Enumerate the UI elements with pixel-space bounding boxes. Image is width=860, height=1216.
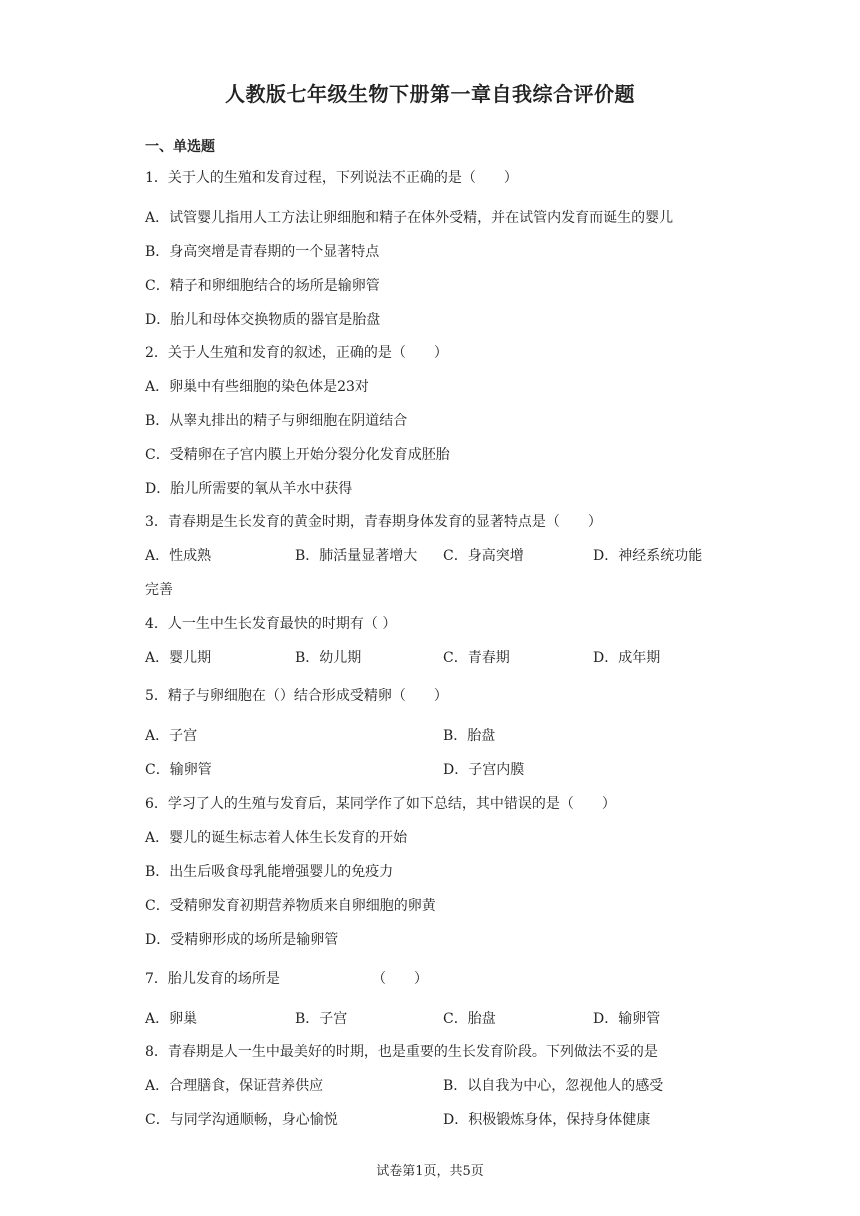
question-6-option-a: A．婴儿的诞生标志着人体生长发育的开始 (145, 830, 408, 846)
question-5-option-c: C．输卵管 (145, 762, 212, 778)
question-2-option-c: C．受精卵在子宫内膜上开始分裂分化发育成胚胎 (145, 447, 450, 463)
question-2-option-b: B．从睾丸排出的精子与卵细胞在阴道结合 (145, 413, 408, 429)
question-5-option-d: D．子宫内膜 (443, 762, 525, 778)
question-7-option-c: C．胎盘 (443, 1011, 496, 1027)
question-8-option-d: D．积极锻炼身体，保持身体健康 (443, 1112, 651, 1128)
question-5-option-a: A．子宫 (145, 728, 198, 744)
question-3-option-a: A．性成熟 (145, 548, 212, 564)
question-7-answer-paren: （ ） (372, 971, 428, 987)
question-3-option-c: C．身高突增 (443, 548, 524, 564)
question-1-stem: 1．关于人的生殖和发育过程，下列说法不正确的是（ ） (145, 170, 518, 186)
question-6-option-b: B．出生后吸食母乳能增强婴儿的免疫力 (145, 864, 394, 880)
page-title: 人教版七年级生物下册第一章自我综合评价题 (225, 82, 635, 106)
question-7-option-d: D．输卵管 (593, 1011, 661, 1027)
question-7-option-b: B．子宫 (295, 1011, 348, 1027)
question-1-option-c: C．精子和卵细胞结合的场所是输卵管 (145, 278, 380, 294)
question-8-option-b: B．以自我为中心，忽视他人的感受 (443, 1078, 664, 1094)
question-3-option-d: D．神经系统功能 (593, 548, 703, 564)
question-1-option-a: A．试管婴儿指用人工方法让卵细胞和精子在体外受精，并在试管内发育而诞生的婴儿 (145, 210, 674, 226)
page-footer: 试卷第1页，共5页 (376, 1164, 484, 1179)
question-5-option-b: B．胎盘 (443, 728, 496, 744)
question-7-stem: 7．胎儿发育的场所是 (145, 971, 280, 987)
question-3-stem: 3．青春期是生长发育的黄金时期，青春期身体发育的显著特点是（ ） (145, 514, 602, 530)
question-1-option-d: D．胎儿和母体交换物质的器官是胎盘 (145, 312, 381, 328)
question-6-stem: 6．学习了人的生殖与发育后，某同学作了如下总结，其中错误的是（ ） (145, 796, 616, 812)
question-3-option-d-continuation: 完善 (145, 582, 173, 598)
question-4-stem: 4．人一生中生长发育最快的时期有（ ） (145, 616, 397, 632)
question-4-option-c: C．青春期 (443, 650, 510, 666)
question-2-option-a: A．卵巢中有些细胞的染色体是23对 (145, 379, 369, 395)
question-4-option-a: A．婴儿期 (145, 650, 212, 666)
question-4-option-d: D．成年期 (593, 650, 661, 666)
question-1-option-b: B．身高突增是青春期的一个显著特点 (145, 244, 380, 260)
question-8-option-c: C．与同学沟通顺畅，身心愉悦 (145, 1112, 338, 1128)
question-6-option-c: C．受精卵发育初期营养物质来自卵细胞的卵黄 (145, 898, 436, 914)
question-5-stem: 5．精子与卵细胞在（）结合形成受精卵（ ） (145, 688, 448, 704)
question-6-option-d: D．受精卵形成的场所是输卵管 (145, 932, 339, 948)
question-3-option-b: B．肺活量显著增大 (295, 548, 418, 564)
question-2-stem: 2．关于人生殖和发育的叙述，正确的是（ ） (145, 345, 448, 361)
section-heading: 一、单选题 (145, 139, 215, 155)
question-2-option-d: D．胎儿所需要的氧从羊水中获得 (145, 481, 353, 497)
question-7-option-a: A．卵巢 (145, 1011, 198, 1027)
question-8-option-a: A．合理膳食，保证营养供应 (145, 1078, 324, 1094)
question-8-stem: 8．青春期是人一生中最美好的时期，也是重要的生长发育阶段。下列做法不妥的是 (145, 1044, 658, 1060)
question-4-option-b: B．幼儿期 (295, 650, 362, 666)
